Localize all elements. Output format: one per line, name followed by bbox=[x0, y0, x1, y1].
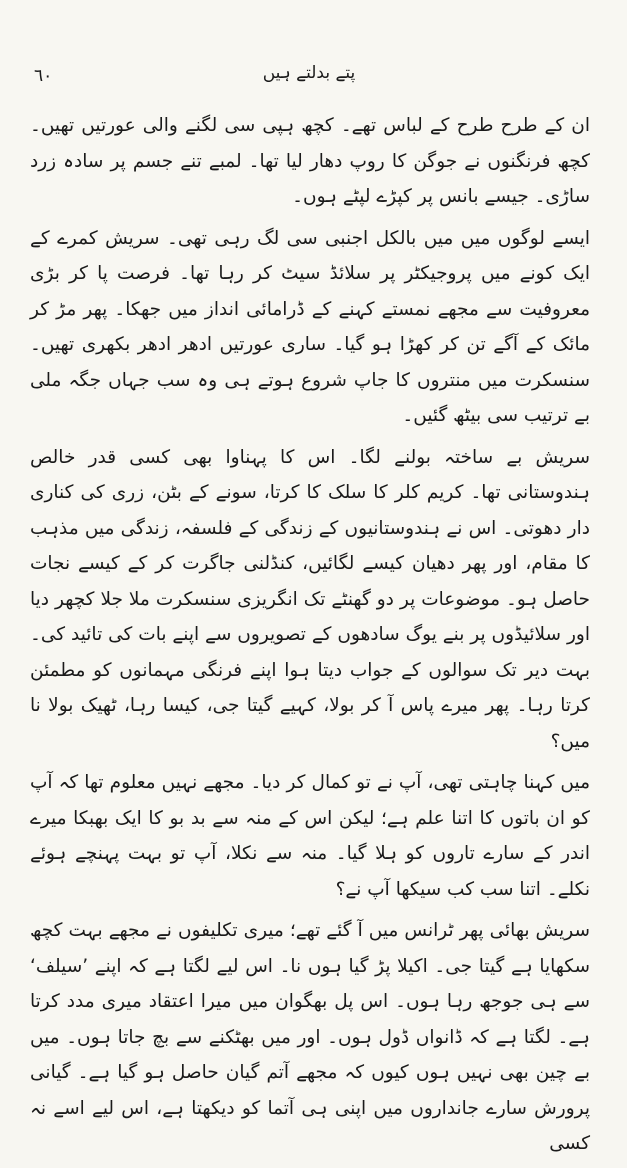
paragraph: ان کے طرح طرح کے لباس تھے۔ کچھ ہپی سی لگنے والی عورتیں تھیں۔ کچھ فرنگنوں نے جوگن کا روپ دھار لیا تھا۔ لمبے تنے جسم پر سادہ زرد ساڑی۔ جیسے بانس پر کپڑے لپٹے ہوں۔ bbox=[30, 115, 590, 207]
page-header bbox=[24, 60, 594, 90]
page-number: ٦٠ bbox=[34, 66, 53, 86]
paragraph: سریش بھائی پھر ٹرانس میں آ گئے تھے؛ میری تکلیفوں نے مجھے بہت کچھ سکھایا ہے گیتا جی۔ اکیلا پڑ گیا ہوں نا۔ اس لیے لگتا ہے کہ اپنے ’سیلف‘ سے ہی جوجھ رہا ہوں۔ اس پل بھگوان میں میرا اعتقاد میری مدد کرتا ہے۔ لگتا ہے کہ ڈانواں ڈول ہوں۔ اور میں بھٹکنے سے بچ جاتا ہوں۔ میں بے چین بھی نہیں ہوں کیوں کہ مجھے آتم گیان حاصل ہو گیا ہے۔ گیانی پرورش سارے جانداروں میں اپنی ہی آتما کو دیکھتا ہے، اس لیے اسے نہ کسی bbox=[30, 920, 590, 1154]
paragraph: سریش بے ساختہ بولنے لگا۔ اس کا پہناوا بھی کسی قدر خالص ہندوستانی تھا۔ کریم کلر کا سلک کا کرتا، سونے کے بٹن، زری کی کناری دار دھوتی۔ اس نے ہندوستانیوں کے زندگی کے فلسفہ، زندگی میں مذہب کا مقام، اور پھر دھیان کیسے لگائیں، کنڈلنی جاگرت کر کے کیسے نجات حاصل ہو۔ موضوعات پر دو گھنٹے تک انگریزی سنسکرت ملا جلا کچھر دیا اور سلائیڈوں پر بنے یوگ سادھوں کے تصویروں سے اپنے بات کی تائید کی۔ بہت دیر تک سوالوں کے جواب دیتا ہوا اپنے فرنگی مہمانوں کو مطمئن کرتا رہا۔ پھر میرے پاس آ کر بولا، کہیے گیتا جی، کیسا رہا، ٹھیک بولا نا میں؟ bbox=[30, 446, 590, 752]
running-title: پتے بدلتے ہیں bbox=[262, 63, 356, 83]
paragraph: ایسے لوگوں میں میں بالکل اجنبی سی لگ رہی تھی۔ سریش کمرے کے ایک کونے میں پروجیکٹر پر سلائڈ سیٹ کر رہا تھا۔ فرصت پا کر بڑی معروفیت سے مجھے نمستے کہنے کے ڈرامائی انداز میں جھکا۔ پھر مڑ کر مائک کے آگے تن کر کھڑا ہو گیا۔ ساری عورتیں ادھر ادھر بکھری تھیں۔ سنسکرت میں منتروں کا جاپ شروع ہوتے ہی وہ سب جہاں جگہ ملی بے ترتیب سی بیٹھ گئیں۔ bbox=[30, 227, 590, 426]
body-text bbox=[30, 108, 590, 1168]
paragraph: میں کہنا چاہتی تھی، آپ نے تو کمال کر دیا۔ مجھے نہیں معلوم تھا کہ آپ کو ان باتوں کا اتنا علم ہے؛ لیکن اس کے منہ سے بد بو کا ایک بھبکا میرے اندر کے سارے تاروں کو ہلا گیا۔ منہ سے نکلا، آپ تو بہت پہنچے ہوئے نکلے۔ اتنا سب کب سیکھا آپ نے؟ bbox=[30, 772, 590, 900]
